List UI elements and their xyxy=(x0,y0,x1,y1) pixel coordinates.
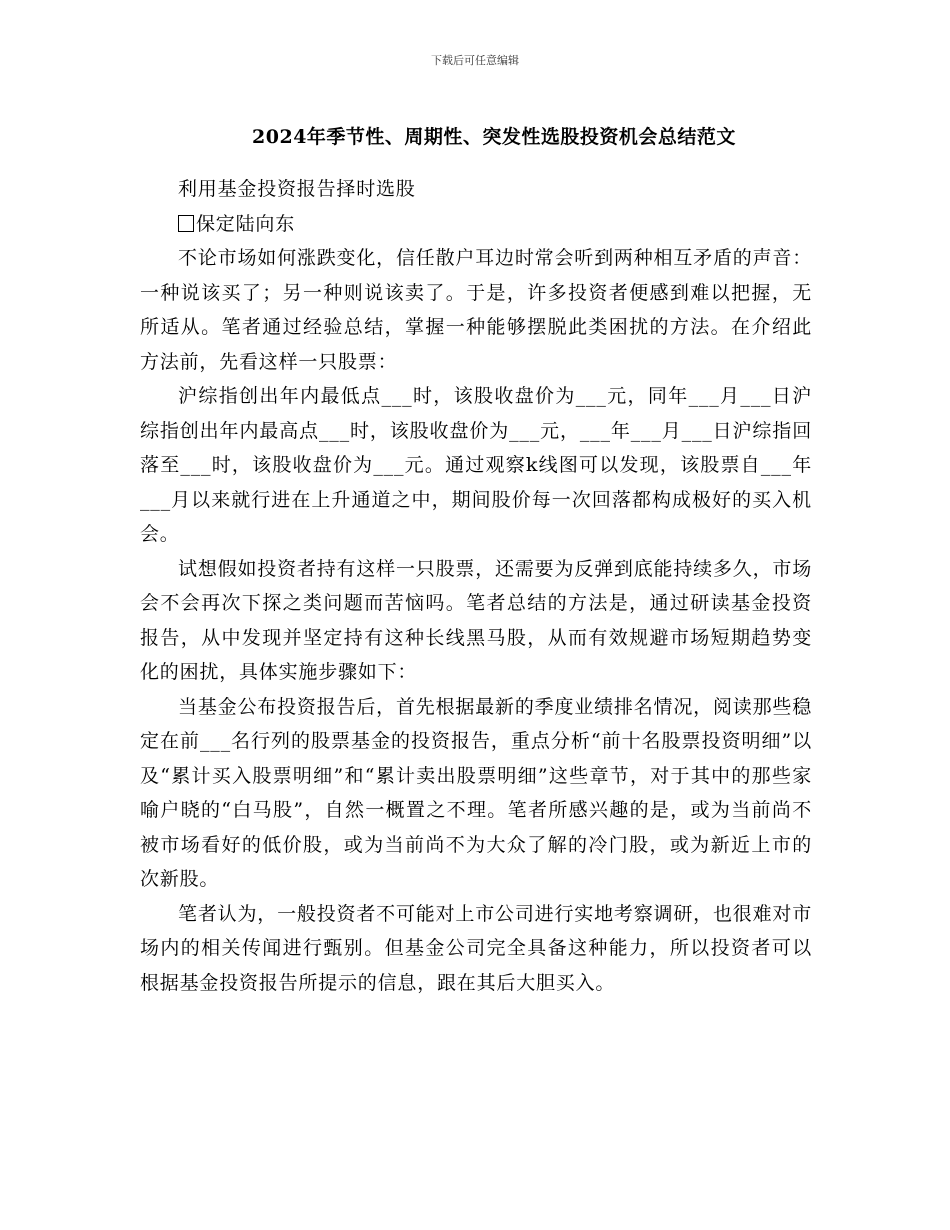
paragraph-5: 笔者认为，一般投资者不可能对上市公司进行实地考察调研，也很难对市场内的相关传闻进行甄别。但基金公司完全具备这种能力，所以投资者可以根据基金投资报告所提示的信息，跟在其后大胆买入。 xyxy=(140,902,812,994)
paragraph-1: 不论市场如何涨跌变化，信任散户耳边时常会听到两种相互矛盾的声音：一种说该买了；另一种则说该卖了。于是，许多投资者便感到难以把握，无所适从。笔者通过经验总结，掌握一种能够摆脱此类困扰的方法。在介绍此方法前，先看这样一只股票： xyxy=(140,247,812,373)
paragraph-3: 试想假如投资者持有这样一只股票，还需要为反弹到底能持续多久，市场会不会再次下探之类问题而苦恼吗。笔者总结的方法是，通过研读基金投资报告，从中发现并坚定持有这种长线黑马股，从而有效规避市场短期趋势变化的困扰，具体实施步骤如下： xyxy=(140,557,812,683)
document-title: 2024年季节性、周期性、突发性选股投资机会总结范文 xyxy=(252,126,736,148)
document-body xyxy=(140,120,812,1000)
document-subtitle: 利用基金投资报告择时选股 xyxy=(178,178,416,200)
paragraph-4: 当基金公布投资报告后，首先根据最新的季度业绩排名情况，阅读那些稳定在前___名行列的股票基金的投资报告，重点分析“前十名股票投资明细”以及“累计买入股票明细”和“累计卖出股票明细”这些章节，对于其中的那些家喻户晓的“白马股”，自然一概置之不理。笔者所感兴趣的是，或为当前尚不被市场看好的低价股，或为当前尚不为大众了解的冷门股，或为新近上市的次新股。 xyxy=(140,695,812,890)
paragraph-2: 沪综指创出年内最低点___时，该股收盘价为___元，同年___月___日沪综指创出年内最高点___时，该股收盘价为___元，___年___月___日沪综指回落至___时，该股收盘价为___元。通过观察k线图可以发现，该股票自___年___月以来就行进在上升通道之中，期间股价每一次回落都构成极好的买入机会。 xyxy=(140,385,812,545)
page-header-note: 下载后可任意编辑 xyxy=(431,54,519,67)
checkbox-square-icon xyxy=(178,215,194,232)
author-line xyxy=(140,207,812,242)
author-name: 保定陆向东 xyxy=(196,212,296,235)
